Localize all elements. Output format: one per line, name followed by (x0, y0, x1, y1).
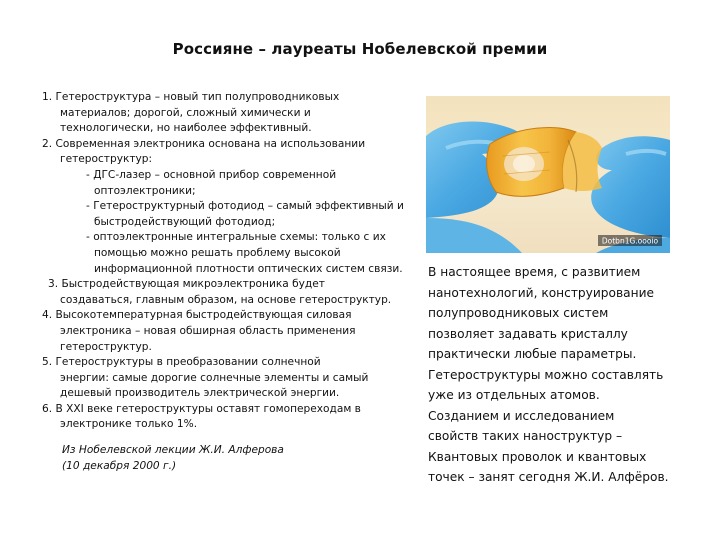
description-line: практически любые параметры. (428, 347, 637, 361)
description-paragraph (428, 262, 690, 488)
list-line: 2. Современная электроника основана на использовании (42, 137, 366, 150)
description-line: точек – занят сегодня Ж.И. Алфёров. (428, 470, 669, 484)
citation-line: Из Нобелевской лекции Ж.И. Алферова (62, 444, 284, 457)
description-line: нанотехнологий, конструирование (428, 285, 655, 300)
lecture-citation (42, 443, 412, 474)
list-line: гетероструктур: (60, 153, 153, 166)
list-line: 3. Быстродействующая микроэлектроника будет (48, 278, 325, 291)
list-line: гетероструктур. (60, 340, 152, 353)
citation-line: (10 декабря 2000 г.) (62, 459, 177, 472)
list-line: оптоэлектроники; (94, 184, 196, 197)
list-line: дешевый производитель электрической энергии. (60, 387, 340, 400)
list-line: энергии: самые дорогие солнечные элементы и самый (60, 371, 369, 384)
list-item-4 (42, 308, 412, 355)
photo-watermark: Dotbn1G.oooio (601, 236, 659, 246)
list-item-6 (42, 402, 412, 433)
sub-item-1 (42, 168, 412, 199)
list-line: - оптоэлектронные интегральные схемы: только с их (86, 231, 386, 244)
list-item-3 (42, 277, 412, 308)
list-line: помощью можно решать проблему высокой (94, 246, 341, 259)
list-line: создаваться, главным образом, на основе гетероструктур. (60, 293, 392, 306)
description-line: Квантовых проволок и квантовых (428, 449, 647, 464)
description-line: В настоящее время, с развитием (428, 265, 641, 279)
sub-item-2 (42, 199, 412, 230)
list-line: - Гетероструктурный фотодиод – самый эффективный и (86, 200, 404, 213)
slide-title: Россияне – лауреаты Нобелевской премии (172, 40, 548, 58)
description-line: свойств таких наноструктур – (428, 429, 623, 443)
list-item-5 (42, 355, 412, 402)
list-line: быстродействующий фотодиод; (94, 215, 276, 228)
list-item-1 (42, 90, 412, 137)
description-line: позволяет задавать кристаллу (428, 326, 628, 341)
description-line: уже из отдельных атомов. (428, 388, 600, 402)
flexible-chip-photo (426, 96, 670, 253)
list-line: - ДГС-лазер – основной прибор современной (86, 168, 337, 181)
list-line: 5. Гетероструктуры в преобразовании солнечной (42, 356, 321, 369)
description-line: Гетероструктуры можно составлять (428, 367, 664, 382)
list-line: 4. Высокотемпературная быстродействующая силовая (42, 309, 352, 322)
list-item-2 (42, 137, 412, 168)
description-line: Созданием и исследованием (428, 408, 615, 423)
list-line: 6. В XXI веке гетероструктуры оставят гомопереходам в (42, 402, 361, 415)
list-line: материалов; дорогой, сложный химически и (60, 106, 311, 119)
list-line: информационной плотности оптических систем связи. (94, 262, 403, 275)
list-line: электроника – новая обширная область применения (60, 324, 356, 337)
sub-item-3 (42, 230, 412, 277)
list-line: электронике только 1%. (60, 418, 198, 431)
facts-list (42, 90, 412, 474)
list-line: 1. Гетероструктура – новый тип полупроводниковых (42, 91, 340, 103)
list-line: технологически, но наиболее эффективный. (60, 122, 312, 135)
description-line: полупроводниковых систем (428, 306, 609, 320)
